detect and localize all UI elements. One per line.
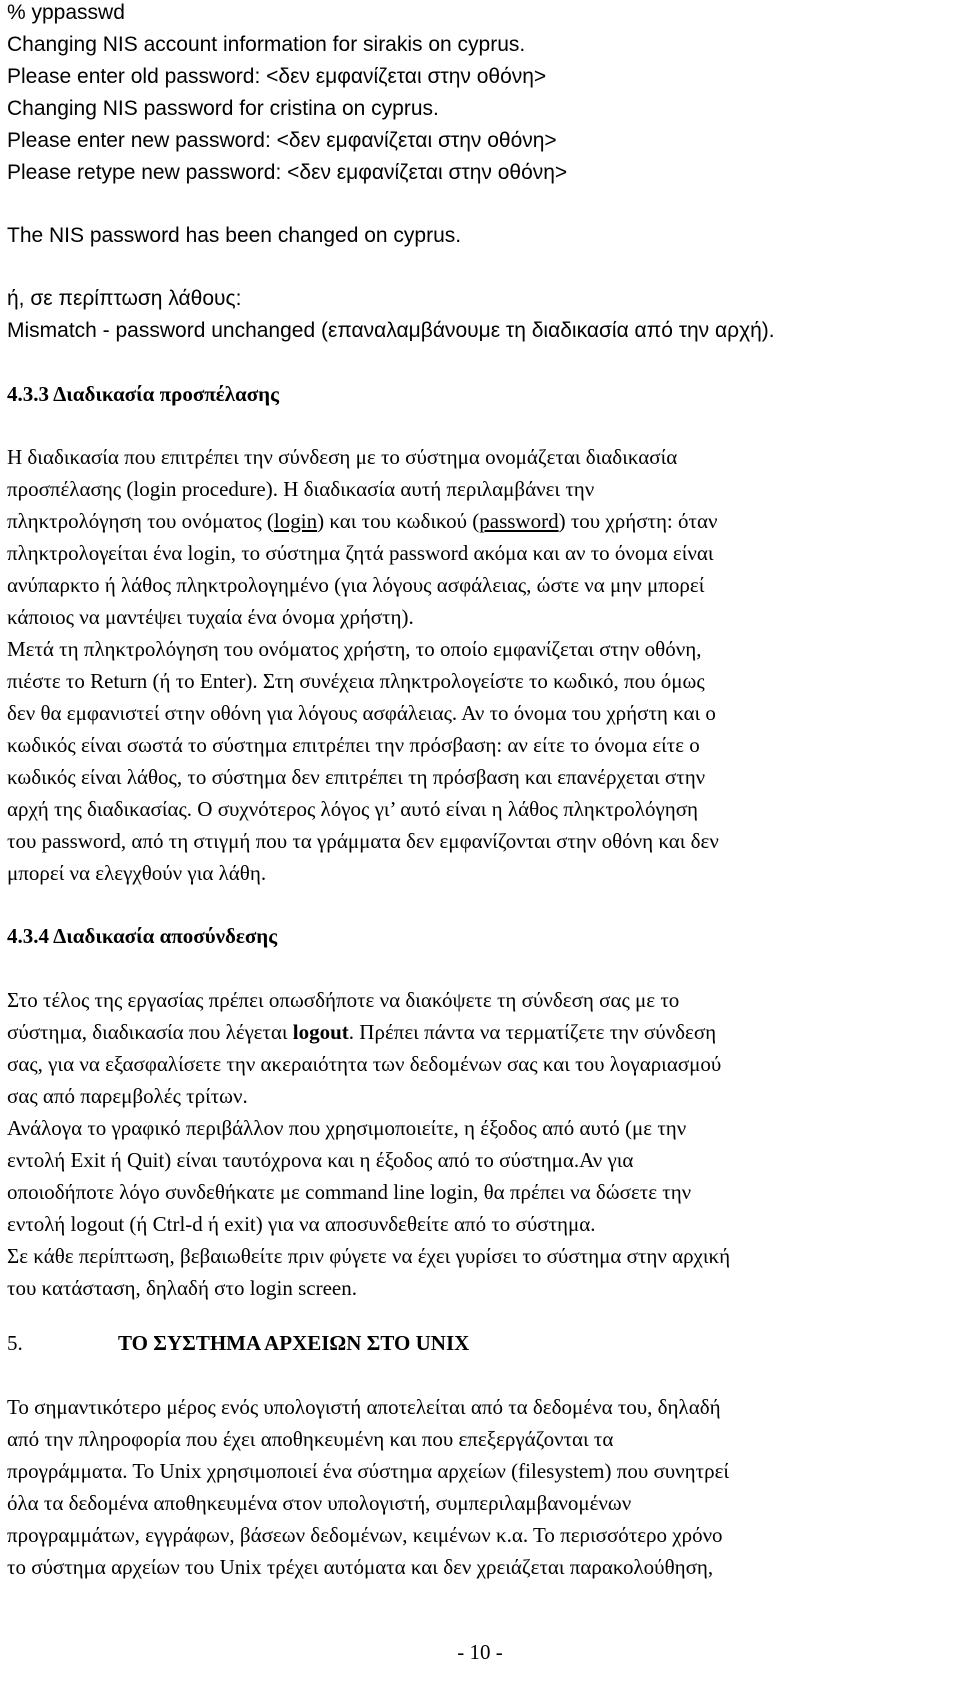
terminal-line: Mismatch - password unchanged (επαναλαμβάνουμε τη διαδικασία από την αρχή).: [7, 319, 775, 342]
paragraph-line: κάποιος να μαντέψει τυχαία ένα όνομα χρήστη).: [7, 605, 414, 629]
paragraph-line: πιέστε το Return (ή το Enter). Στη συνέχεια πληκτρολογείστε το κωδικό, που όμως: [7, 669, 705, 693]
paragraph-line: Στο τέλος της εργασίας πρέπει οπωσδήποτε να διακόψετε τη σύνδεση σας με το: [7, 988, 680, 1012]
terminal-line-command: % yppasswd: [7, 1, 125, 24]
chapter-title: ΤΟ ΣΥΣΤΗΜΑ ΑΡΧΕΙΩΝ ΣΤΟ UNIX: [118, 1331, 470, 1355]
chapter-heading: [0, 1333, 960, 1357]
chapter-number: 5.: [7, 1331, 23, 1355]
underlined-term-login: login: [273, 509, 318, 533]
section-heading-4-3-3: 4.3.3 Διαδικασία προσπέλασης: [7, 382, 279, 406]
paragraph-line: σας από παρεμβολές τρίτων.: [7, 1084, 248, 1108]
paragraph-line: κωδικός είναι λάθος, το σύστημα δεν επιτρέπει τη πρόσβαση και επανέρχεται στην: [7, 765, 706, 789]
text-run: πληκτρολόγηση του ονόματος (: [7, 509, 274, 533]
terminal-line: Changing NIS account information for sirakis on cyprus.: [7, 33, 526, 56]
bold-term-logout: logout: [292, 1020, 349, 1044]
paragraph-line: Σε κάθε περίπτωση, βεβαιωθείτε πριν φύγετε να έχει γυρίσει το σύστημα στην αρχική: [7, 1244, 731, 1268]
paragraph-line: Μετά τη πληκτρολόγηση του ονόματος χρήστη, το οποίο εμφανίζεται στην οθόνη,: [7, 637, 702, 661]
terminal-line: Please enter new password: <δεν εμφανίζεται στην οθόνη>: [7, 129, 557, 152]
paragraph-line: μπορεί να ελεγχθούν για λάθη.: [7, 861, 267, 885]
paragraph-line: το σύστημα αρχείων του Unix τρέχει αυτόματα και δεν χρειάζεται παρακολούθηση,: [7, 1555, 714, 1579]
paragraph-line: δεν θα εμφανιστεί στην οθόνη για λόγους ασφάλειας. Αν το όνομα του χρήστη και ο: [7, 701, 716, 725]
paragraph-line: κωδικός είναι σωστά το σύστημα επιτρέπει την πρόσβαση: αν είτε το όνομα είτε ο: [7, 733, 700, 757]
terminal-line: Please retype new password: <δεν εμφανίζεται στην οθόνη>: [7, 161, 568, 184]
paragraph-line: προγραμμάτων, εγγράφων, βάσεων δεδομένων, κειμένων κ.α. Το περισσότερο χρόνο: [7, 1523, 723, 1547]
terminal-line: ή, σε περίπτωση λάθους:: [7, 287, 242, 310]
underlined-term-password: password: [479, 509, 559, 533]
terminal-line: Please enter old password: <δεν εμφανίζεται στην οθόνη>: [7, 65, 547, 88]
paragraph-line: αρχή της διαδικασίας. Ο συχνότερος λόγος γι’ αυτό είναι η λάθος πληκτρολόγηση: [7, 797, 699, 821]
text-run: ) του χρήστη: όταν: [558, 509, 718, 533]
section-heading-4-3-4: 4.3.4 Διαδικασία αποσύνδεσης: [7, 924, 278, 948]
paragraph-line: από την πληροφορία που έχει αποθηκευμένη και που επεξεργάζονται τα: [7, 1427, 614, 1451]
text-run: ) και του κωδικού (: [317, 509, 480, 533]
text-run: σύστημα, διαδικασία που λέγεται: [7, 1020, 293, 1044]
paragraph-line: εντολή Exit ή Quit) είναι ταυτόχρονα και η έξοδος από το σύστημα.Αν για: [7, 1148, 634, 1172]
paragraph-line: Το σημαντικότερο μέρος ενός υπολογιστή αποτελείται από τα δεδομένα του, δηλαδή: [7, 1395, 721, 1419]
paragraph-line: ανύπαρκτο ή λάθος πληκτρολογημένο (για λόγους ασφάλειας, ώστε να μην μπορεί: [7, 573, 705, 597]
paragraph-line: Ανάλογα το γραφικό περιβάλλον που χρησιμοποιείτε, η έξοδος από αυτό (με την: [7, 1116, 687, 1140]
paragraph-line: [7, 511, 717, 532]
paragraph-line: προγράμματα. Το Unix χρησιμοποιεί ένα σύστημα αρχείων (filesystem) που συνητρεί: [7, 1459, 730, 1483]
terminal-line: Changing NIS password for cristina on cyprus.: [7, 97, 439, 120]
paragraph-line: οποιοδήποτε λόγο συνδεθήκατε με command line login, θα πρέπει να δώσετε την: [7, 1180, 692, 1204]
paragraph-line: πληκτρολογείται ένα login, το σύστημα ζητά password ακόμα και αν το όνομα είναι: [7, 541, 714, 565]
paragraph-line: σας, για να εξασφαλίσετε την ακεραιότητα των δεδομένων σας και του λογαριασμού: [7, 1052, 722, 1076]
paragraph-line: Η διαδικασία που επιτρέπει την σύνδεση με το σύστημα ονομάζεται διαδικασία: [7, 445, 678, 469]
paragraph-line: εντολή logout (ή Ctrl-d ή exit) για να αποσυνδεθείτε από το σύστημα.: [7, 1212, 596, 1236]
paragraph-line: του κατάσταση, δηλαδή στο login screen.: [7, 1276, 357, 1300]
paragraph-line: όλα τα δεδομένα αποθηκευμένα στον υπολογιστή, συμπεριλαμβανομένων: [7, 1491, 632, 1515]
text-run: . Πρέπει πάντα να τερματίζετε την σύνδεση: [348, 1020, 717, 1044]
paragraph-line: προσπέλασης (login procedure). Η διαδικασία αυτή περιλαμβάνει την: [7, 477, 595, 501]
page-number: - 10 -: [457, 1640, 503, 1664]
paragraph-line: του password, από τη στιγμή που τα γράμματα δεν εμφανίζονται στην οθόνη και δεν: [7, 829, 719, 853]
terminal-line: The NIS password has been changed on cyprus.: [7, 224, 462, 247]
paragraph-line: [7, 1022, 716, 1043]
